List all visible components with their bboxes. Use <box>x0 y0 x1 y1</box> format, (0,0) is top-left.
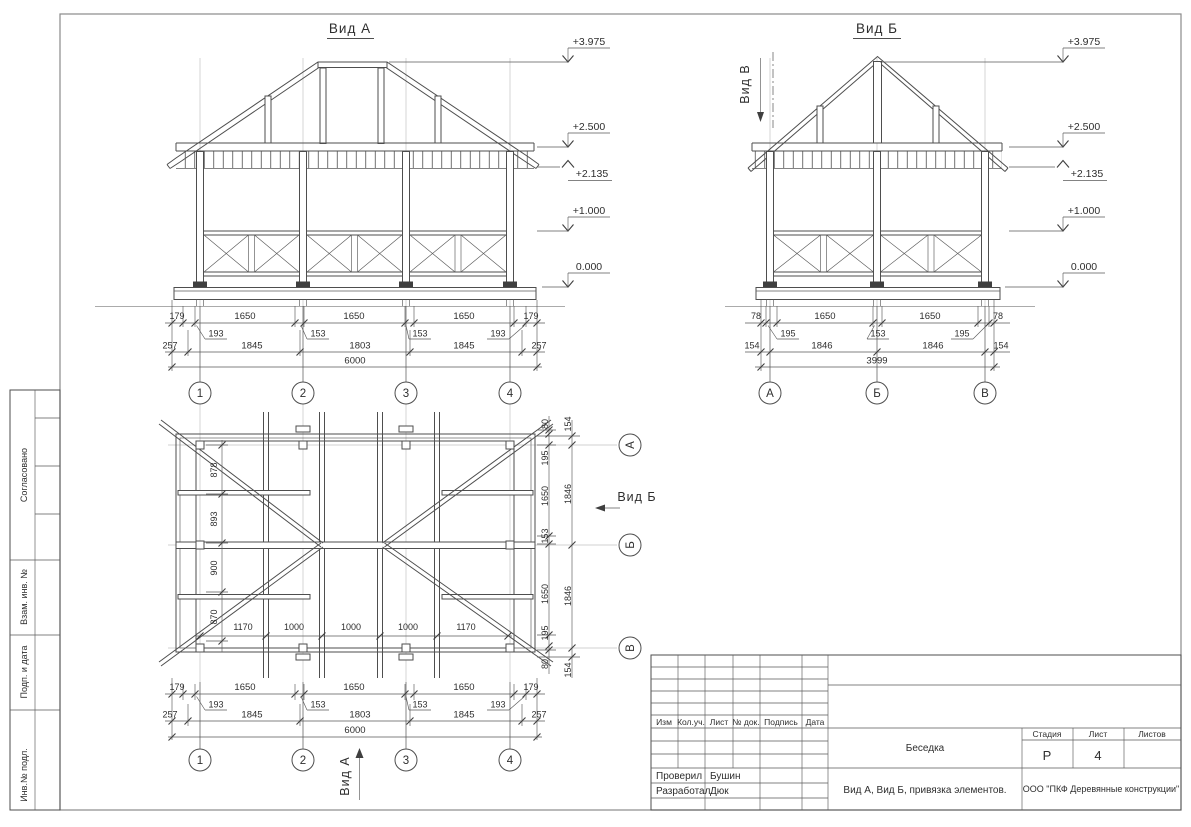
post <box>874 152 881 283</box>
axis-label: 3 <box>402 755 410 767</box>
dim: 1650 <box>919 311 941 322</box>
level-mark: 0.000 <box>1070 261 1098 273</box>
rafter-strut <box>817 106 823 143</box>
dim: 153 <box>540 528 550 544</box>
axis-label: 4 <box>506 755 514 767</box>
dim-callout: 193 <box>208 699 224 710</box>
dim: 1803 <box>349 340 371 352</box>
view-a-title: Вид А <box>328 21 372 36</box>
stamp-developed-label: Разработал <box>656 786 711 797</box>
post <box>300 152 307 283</box>
view-b-elevation <box>725 21 1035 307</box>
dim: 1650 <box>814 311 836 322</box>
stamp-checked-by: Бушин <box>710 771 741 782</box>
dim: 1650 <box>234 682 256 693</box>
purlin <box>178 595 310 600</box>
dim: 154 <box>993 340 1009 351</box>
dim-callout: 153 <box>412 699 428 710</box>
dim-total: 6000 <box>344 725 366 736</box>
view-a-dimensions <box>162 300 546 404</box>
dim: 893 <box>209 511 219 527</box>
dim-callout: 193 <box>208 328 224 339</box>
dim: 1846 <box>811 340 833 352</box>
stamp-header: Кол.уч. <box>677 717 705 727</box>
stamp-sheet-value: 4 <box>1094 748 1102 763</box>
axis-label: В <box>625 644 637 652</box>
dim: 1650 <box>343 682 365 693</box>
dim: 195 <box>540 625 550 641</box>
axis-label: 2 <box>299 755 307 767</box>
king-post <box>874 62 882 144</box>
stamp-sheets-label: Листов <box>1138 729 1166 739</box>
post <box>982 152 989 283</box>
stamp-header: Подпись <box>764 717 798 727</box>
axis-label: 4 <box>506 388 514 400</box>
dim: 1845 <box>241 340 263 352</box>
plan-view-b-label: Вид Б <box>617 490 657 504</box>
base-platform <box>756 288 1000 300</box>
dim-callout: 153 <box>310 328 326 339</box>
side-label: Инв.№ подл. <box>19 748 29 802</box>
dim-callout: 153 <box>870 328 886 339</box>
dim: 878 <box>209 462 219 478</box>
axis-label: В <box>981 388 989 400</box>
stamp-project-name: Беседка <box>905 743 945 754</box>
dim: 257 <box>162 709 178 720</box>
dim: 900 <box>209 560 219 576</box>
purlin <box>178 491 310 496</box>
axis-label: А <box>766 388 774 400</box>
dim-callout: 193 <box>490 328 506 339</box>
dim: 1846 <box>922 340 944 352</box>
dim: 1846 <box>563 483 573 505</box>
level-mark: +2.500 <box>572 121 606 133</box>
dim: 78 <box>750 311 762 321</box>
axis-label: 3 <box>402 388 410 400</box>
dim: 1845 <box>241 709 263 721</box>
axis-label: 1 <box>196 755 204 767</box>
view-a-elevation <box>95 21 565 307</box>
dim: 1000 <box>283 622 305 632</box>
stamp-stage-label: Стадия <box>1032 729 1062 739</box>
dim: 1000 <box>340 622 362 632</box>
dim: 179 <box>523 311 539 321</box>
rafter-strut <box>933 106 939 143</box>
axis-label: 1 <box>196 388 204 400</box>
stamp-company: ООО "ПКФ Деревянные конструкции" <box>1022 784 1180 794</box>
sheet-frame <box>60 14 1181 810</box>
dim: 1650 <box>453 682 475 693</box>
axis-label: Б <box>625 541 637 549</box>
level-mark: +2.135 <box>575 168 609 180</box>
dim: 78 <box>992 311 1004 321</box>
level-mark: +3.975 <box>1067 36 1101 48</box>
dim-callout: 153 <box>412 328 428 339</box>
dim: 1000 <box>397 622 419 632</box>
title-block <box>651 655 1181 810</box>
dim: 1170 <box>456 622 476 632</box>
dim: 179 <box>523 682 539 692</box>
dim: 1650 <box>540 583 550 605</box>
post <box>197 152 204 283</box>
dim: 1650 <box>234 311 256 322</box>
level-mark: 0.000 <box>575 261 603 273</box>
post <box>767 152 774 283</box>
frieze-balusters <box>180 152 532 169</box>
rafter-strut <box>378 68 384 144</box>
view-b-title: Вид Б <box>855 21 899 36</box>
dim: 1650 <box>453 311 475 322</box>
dim: 257 <box>531 709 547 720</box>
dim-total: 3999 <box>866 355 888 367</box>
axis-label: А <box>625 441 637 449</box>
level-mark: +3.975 <box>572 36 606 48</box>
side-label: Согласовано <box>19 447 29 503</box>
stamp-checked-label: Проверил <box>656 771 703 782</box>
ridge-beam <box>176 542 535 549</box>
dim: 1650 <box>540 485 550 507</box>
side-label: Подп. и дата <box>19 645 29 699</box>
axis-label: Б <box>873 388 881 400</box>
dim-callout: 193 <box>490 699 506 710</box>
level-mark: +2.135 <box>1070 168 1104 180</box>
dim: 1803 <box>349 709 371 721</box>
stamp-header: Лист <box>709 717 729 727</box>
dim: 154 <box>563 662 573 678</box>
dim: 1846 <box>563 585 573 607</box>
dim: 179 <box>169 682 185 692</box>
level-mark: +1.000 <box>1067 205 1101 217</box>
stamp-header: Дата <box>805 717 825 727</box>
post <box>507 152 514 283</box>
roof-plan <box>159 412 553 678</box>
view-v-label: Вид В <box>738 64 752 104</box>
dim: 1845 <box>453 709 475 721</box>
dim-callout: 195 <box>780 328 796 339</box>
dim-callout: 195 <box>954 328 970 339</box>
stamp-header: № док. <box>732 717 760 727</box>
dim: 257 <box>162 340 178 351</box>
stamp-sheet-label: Лист <box>1088 729 1108 739</box>
rafter-strut <box>265 96 271 143</box>
side-column <box>10 390 60 810</box>
dim: 870 <box>209 609 219 625</box>
dim: 80 <box>540 658 550 670</box>
dim: 154 <box>563 416 573 432</box>
rafter-strut <box>320 68 326 144</box>
plan-bottom-dimensions <box>162 678 546 800</box>
plan-view-a-label: Вид А <box>338 756 352 796</box>
axis-label: 2 <box>299 388 307 400</box>
stamp-sheet-title: Вид А, Вид Б, привязка элементов. <box>843 785 1007 796</box>
dim: 1845 <box>453 340 475 352</box>
view-b-dimensions <box>744 300 1010 404</box>
post <box>403 152 410 283</box>
rafter-strut <box>435 96 441 143</box>
dim-total: 6000 <box>344 355 366 367</box>
dim: 179 <box>169 311 185 321</box>
dim-callout: 153 <box>310 699 326 710</box>
level-mark: +2.500 <box>1067 121 1101 133</box>
stamp-stage-value: Р <box>1042 748 1052 763</box>
dim: 1170 <box>233 622 253 632</box>
dim: 257 <box>531 340 547 351</box>
dim: 154 <box>744 340 760 351</box>
dim: 80 <box>540 418 550 430</box>
stamp-header: Изм <box>656 717 672 727</box>
level-mark: +1.000 <box>572 205 606 217</box>
base-platform <box>174 288 536 300</box>
side-label: Взам. инв. № <box>19 569 29 625</box>
purlin <box>442 491 533 496</box>
dim: 195 <box>540 450 550 466</box>
dim: 1650 <box>343 311 365 322</box>
stamp-developed-by: Дюк <box>710 786 729 797</box>
